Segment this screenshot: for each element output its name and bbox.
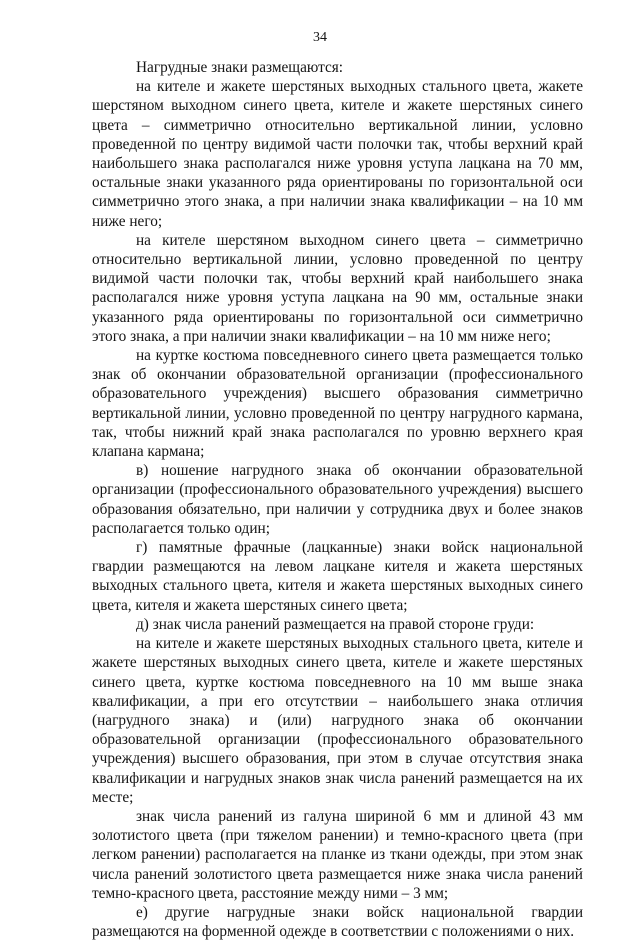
paragraph: е) другие нагрудные знаки войск национальной гвардии размещаются на форменной одежде в соответствии с положениями о них. xyxy=(92,903,583,941)
body-text xyxy=(92,58,583,941)
paragraph: в) ношение нагрудного знака об окончании образовательной организации (профессионального образовательного учреждения) высшего образования обязательно, при наличии у сотрудника двух и более знаков располагается только один; xyxy=(92,462,583,537)
page-number: 34 xyxy=(313,30,327,45)
paragraph: на куртке костюма повседневного синего цвета размещается только знак об окончании образовательной организации (профессионального образовательного учреждения) высшего образования симметрично вертикальной линии, условно проведенной по центру нагрудного кармана, так, чтобы нижний край знака располагался по уровню верхнего края клапана кармана; xyxy=(92,347,583,461)
paragraph: Нагрудные знаки размещаются: xyxy=(136,59,344,76)
paragraph: на кителе шерстяном выходном синего цвета – симметрично относительно вертикальной линии, условно проведенной по центру видимой части полочки так, чтобы верхний край наибольшего знака располагался ниже уровня уступа лацкана на 90 мм, остальные знаки указанного ряда ориентированы по горизонтальной оси симметрично этого знака, а при наличии знаки квалификации – на 10 мм ниже него; xyxy=(92,231,583,345)
paragraph: д) знак числа ранений размещается на правой стороне груди: xyxy=(136,615,535,633)
paragraph: на кителе и жакете шерстяных выходных стального цвета, жакете шерстяном выходном синего цвета, кителе и жакете шерстяных синего цвета – симметрично относительно вертикальной линии, условно проведенной по центру видимой части полочки так, чтобы верхний край наибольшего знака располагался ниже уровня уступа лацкана на 70 мм, остальные знаки указанного ряда ориентированы по горизонтальной оси симметрично этого знака, а при наличии знака квалификации – на 10 мм ниже него; xyxy=(92,78,583,230)
paragraph: на кителе и жакете шерстяных выходных стального цвета, кителе и жакете шерстяных выходных синего цвета, кителе и жакете шерстяных синего цвета, куртке костюма повседневного на 10 мм выше знака квалификации, а при его отсутствии – наибольшего знака отличия (нагрудного знака) и (или) нагрудного знака об окончании образовательной организации (профессионального образовательного учреждения) высшего образования, при этом в случае отсутствия знака квалификации и нагрудных знаков знак числа ранений размещается на их месте; xyxy=(92,635,583,806)
paragraph: знак числа ранений из галуна шириной 6 мм и длиной 43 мм золотистого цвета (при тяжелом ранении) и темно-красного цвета (при легком ранении) располагается на планке из ткани одежды, при этом знак числа ранений золотистого цвета размещается ниже знака числа ранений темно-красного цвета, расстояние между ними – 3 мм; xyxy=(92,807,583,902)
paragraph: г) памятные фрачные (лацканные) знаки войск национальной гвардии размещаются на левом лацкане кителя и жакета шерстяных выходных стального цвета, кителя и жакета шерстяных выходных синего цвета, кителя и жакета шерстяных синего цвета; xyxy=(92,539,583,614)
